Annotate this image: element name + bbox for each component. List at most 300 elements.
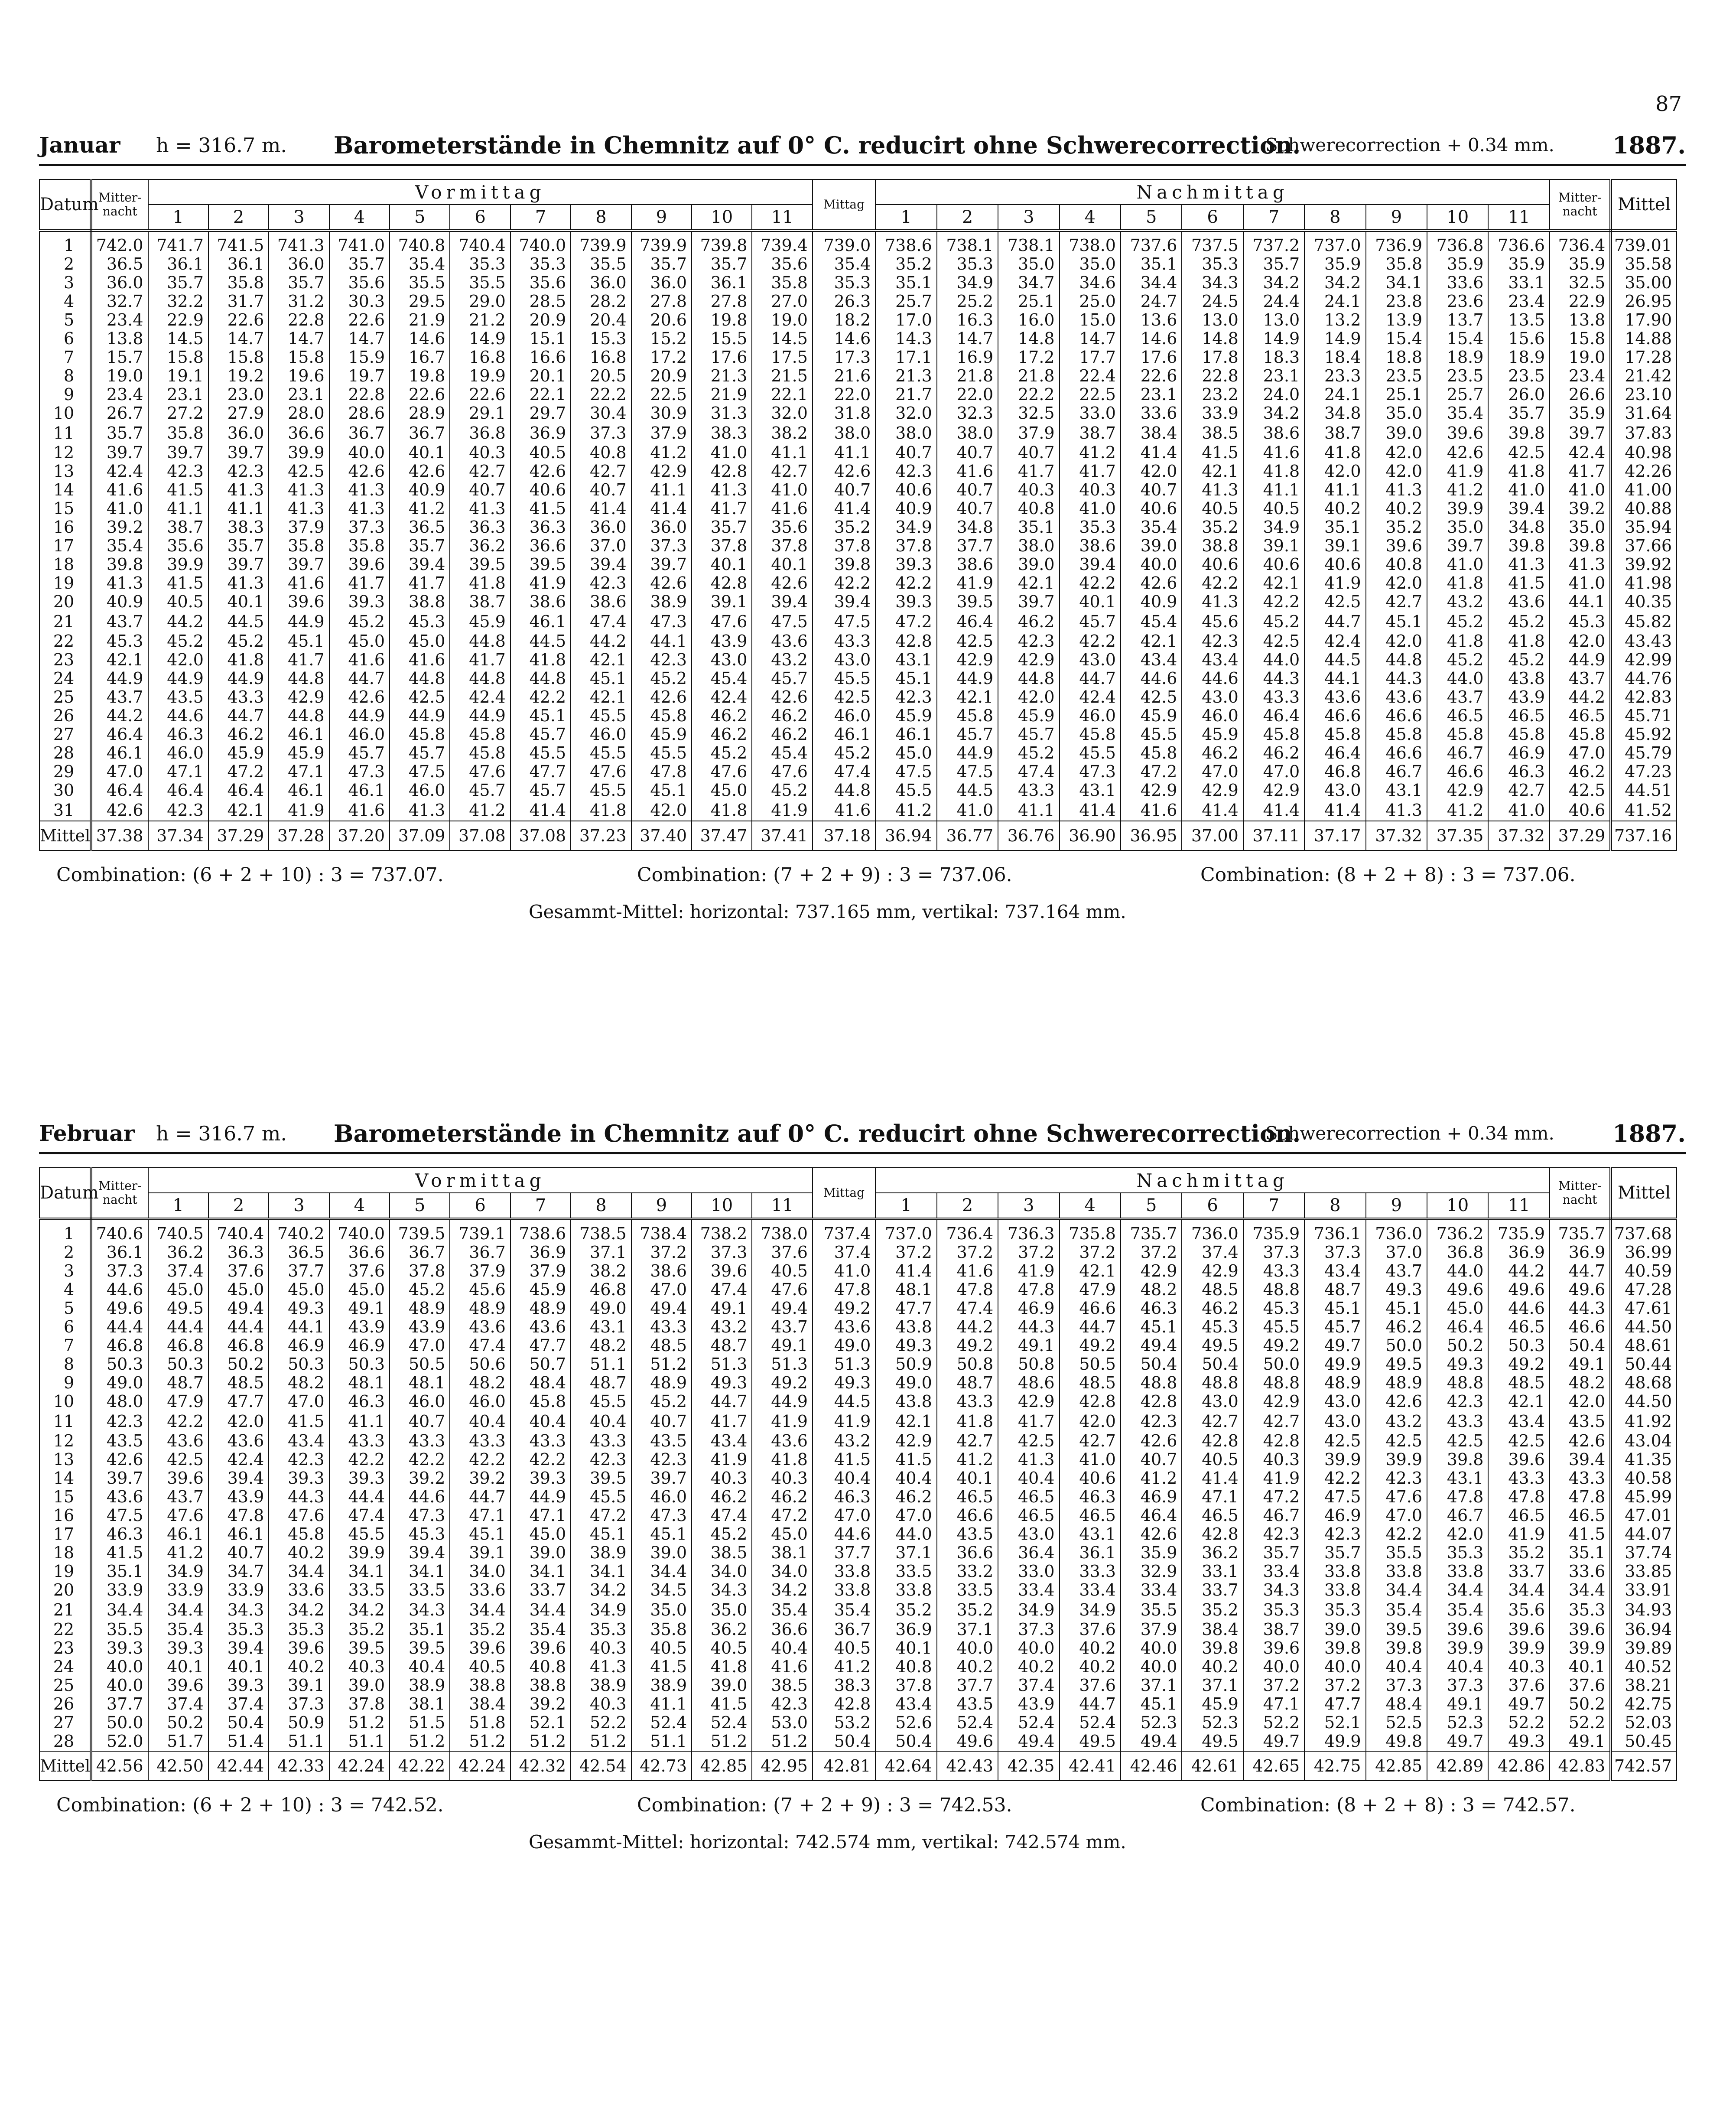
value-cell: 37.6 — [1060, 1676, 1121, 1695]
hour-header: 11 — [1488, 205, 1550, 231]
value-cell: 49.3 — [269, 1299, 329, 1318]
month-title: Januar — [39, 132, 120, 158]
value-cell: 47.6 — [269, 1506, 329, 1525]
value-cell: 35.3 — [937, 255, 998, 274]
value-cell: 42.0 — [1366, 462, 1427, 481]
hour-header: 6 — [1182, 1193, 1243, 1219]
value-cell: 38.8 — [510, 1676, 571, 1695]
value-cell: 36.3 — [450, 518, 510, 537]
value-cell: 34.1 — [510, 1562, 571, 1581]
mean-cell: 37.38 — [91, 821, 148, 850]
value-cell: 35.1 — [1550, 1544, 1611, 1562]
value-cell: 19.8 — [692, 311, 752, 329]
value-cell: 34.9 — [998, 1599, 1059, 1620]
value-cell: 46.1 — [269, 725, 329, 744]
value-cell: 22.0 — [937, 385, 998, 404]
value-cell: 22.2 — [998, 385, 1059, 404]
value-cell: 17.2 — [631, 348, 692, 367]
value-cell: 44.5 — [208, 611, 269, 632]
value-cell: 49.2 — [1060, 1336, 1121, 1355]
daily-mean-cell: 47.01 — [1611, 1506, 1677, 1525]
daily-mean-cell: 39.92 — [1611, 555, 1677, 574]
value-cell: 16.9 — [937, 348, 998, 367]
value-cell: 40.5 — [692, 1639, 752, 1658]
value-cell: 41.1 — [631, 1695, 692, 1713]
value-cell: 41.9 — [1427, 462, 1488, 481]
value-cell: 41.8 — [752, 1450, 813, 1469]
value-cell: 41.5 — [813, 1450, 875, 1469]
value-cell: 45.5 — [813, 669, 875, 688]
value-cell: 37.1 — [571, 1243, 631, 1262]
value-cell: 39.6 — [269, 593, 329, 611]
value-cell: 18.4 — [1304, 348, 1365, 367]
value-cell: 45.7 — [1060, 611, 1121, 632]
value-cell: 736.4 — [937, 1219, 998, 1243]
value-cell: 39.6 — [1427, 1620, 1488, 1639]
date-cell: 3 — [39, 274, 91, 292]
value-cell: 44.8 — [998, 669, 1059, 688]
hour-header: 5 — [390, 205, 450, 231]
value-cell: 34.0 — [692, 1562, 752, 1581]
value-cell: 44.8 — [269, 707, 329, 725]
value-cell: 39.4 — [208, 1639, 269, 1658]
value-cell: 43.3 — [998, 781, 1059, 800]
nachmittag-header: Nachmittag — [875, 1168, 1550, 1193]
value-cell: 52.3 — [1427, 1713, 1488, 1732]
value-cell: 42.6 — [1121, 574, 1182, 593]
value-cell: 37.6 — [208, 1262, 269, 1280]
value-cell: 39.3 — [269, 1469, 329, 1488]
value-cell: 42.0 — [208, 1411, 269, 1432]
value-cell: 45.7 — [998, 725, 1059, 744]
value-cell: 43.4 — [875, 1695, 936, 1713]
table-row — [39, 1262, 1677, 1280]
value-cell: 39.7 — [148, 443, 208, 462]
hour-header: 4 — [329, 1193, 390, 1219]
value-cell: 36.9 — [510, 423, 571, 443]
value-cell: 48.9 — [390, 1299, 450, 1318]
value-cell: 14.8 — [998, 329, 1059, 348]
daily-mean-cell: 737.68 — [1611, 1219, 1677, 1243]
value-cell: 48.9 — [1304, 1374, 1365, 1392]
value-cell: 42.0 — [1366, 443, 1427, 462]
value-cell: 42.9 — [1121, 781, 1182, 800]
value-cell: 739.1 — [450, 1219, 510, 1243]
value-cell: 38.1 — [390, 1695, 450, 1713]
value-cell: 22.6 — [1121, 367, 1182, 385]
value-cell: 39.7 — [208, 555, 269, 574]
value-cell: 740.5 — [148, 1219, 208, 1243]
value-cell: 27.0 — [752, 292, 813, 311]
value-cell: 48.1 — [875, 1280, 936, 1299]
value-cell: 52.4 — [1060, 1713, 1121, 1732]
value-cell: 41.0 — [1550, 574, 1611, 593]
value-cell: 34.9 — [1060, 1599, 1121, 1620]
value-cell: 21.3 — [692, 367, 752, 385]
value-cell: 48.4 — [1366, 1695, 1427, 1713]
value-cell: 41.5 — [1550, 1525, 1611, 1544]
value-cell: 33.4 — [998, 1581, 1059, 1599]
value-cell: 39.2 — [91, 518, 148, 537]
value-cell: 22.0 — [813, 385, 875, 404]
value-cell: 37.6 — [1550, 1676, 1611, 1695]
value-cell: 47.2 — [1243, 1488, 1304, 1506]
value-cell: 39.6 — [450, 1639, 510, 1658]
date-cell: 7 — [39, 1336, 91, 1355]
value-cell: 40.0 — [91, 1676, 148, 1695]
value-cell: 46.9 — [1488, 744, 1550, 762]
value-cell: 44.2 — [937, 1318, 998, 1336]
value-cell: 39.1 — [269, 1676, 329, 1695]
value-cell: 46.5 — [937, 1488, 998, 1506]
value-cell: 47.1 — [269, 762, 329, 781]
value-cell: 45.8 — [1243, 725, 1304, 744]
value-cell: 38.9 — [571, 1676, 631, 1695]
value-cell: 44.0 — [1427, 669, 1488, 688]
value-cell: 48.5 — [208, 1374, 269, 1392]
value-cell: 39.5 — [510, 555, 571, 574]
value-cell: 39.6 — [269, 1639, 329, 1658]
value-cell: 36.6 — [752, 1620, 813, 1639]
value-cell: 48.8 — [1243, 1374, 1304, 1392]
value-cell: 42.9 — [937, 651, 998, 669]
value-cell: 38.5 — [1182, 423, 1243, 443]
value-cell: 45.2 — [813, 744, 875, 762]
value-cell: 41.6 — [91, 481, 148, 499]
date-cell: 20 — [39, 593, 91, 611]
value-cell: 738.6 — [510, 1219, 571, 1243]
hour-header: 9 — [631, 205, 692, 231]
value-cell: 43.0 — [998, 1525, 1059, 1544]
value-cell: 36.0 — [631, 274, 692, 292]
value-cell: 34.4 — [148, 1599, 208, 1620]
hour-header: 7 — [510, 1193, 571, 1219]
value-cell: 37.9 — [998, 423, 1059, 443]
value-cell: 44.9 — [269, 611, 329, 632]
value-cell: 48.4 — [510, 1374, 571, 1392]
table-row — [39, 348, 1677, 367]
value-cell: 47.7 — [1304, 1695, 1365, 1713]
value-cell: 52.3 — [1121, 1713, 1182, 1732]
value-cell: 44.8 — [450, 632, 510, 651]
value-cell: 39.5 — [1366, 1620, 1427, 1639]
value-cell: 46.6 — [1304, 707, 1365, 725]
value-cell: 22.6 — [208, 311, 269, 329]
table-row — [39, 632, 1677, 651]
value-cell: 38.4 — [450, 1695, 510, 1713]
value-cell: 36.8 — [1427, 1243, 1488, 1262]
value-cell: 37.7 — [937, 1676, 998, 1695]
value-cell: 35.6 — [329, 274, 390, 292]
value-cell: 37.8 — [875, 537, 936, 555]
value-cell: 23.1 — [1121, 385, 1182, 404]
value-cell: 16.8 — [571, 348, 631, 367]
value-cell: 42.4 — [1304, 632, 1365, 651]
value-cell: 40.3 — [1243, 1450, 1304, 1469]
daily-mean-cell: 48.61 — [1611, 1336, 1677, 1355]
value-cell: 40.4 — [1366, 1658, 1427, 1676]
value-cell: 47.8 — [208, 1506, 269, 1525]
mean-cell: 737.16 — [1611, 821, 1677, 850]
value-cell: 44.6 — [1121, 669, 1182, 688]
value-cell: 35.7 — [1243, 1544, 1304, 1562]
value-cell: 39.0 — [692, 1676, 752, 1695]
value-cell: 39.4 — [208, 1469, 269, 1488]
value-cell: 44.9 — [510, 1488, 571, 1506]
value-cell: 39.4 — [390, 1544, 450, 1562]
value-cell: 47.0 — [875, 1506, 936, 1525]
value-cell: 39.5 — [329, 1639, 390, 1658]
value-cell: 738.5 — [571, 1219, 631, 1243]
value-cell: 40.2 — [1060, 1639, 1121, 1658]
value-cell: 36.0 — [269, 255, 329, 274]
table-row — [39, 292, 1677, 311]
value-cell: 42.2 — [1060, 574, 1121, 593]
value-cell: 41.2 — [390, 499, 450, 518]
value-cell: 46.8 — [91, 1336, 148, 1355]
value-cell: 35.7 — [148, 274, 208, 292]
value-cell: 35.8 — [148, 423, 208, 443]
mittel-header: Mittel — [1611, 1168, 1677, 1219]
value-cell: 41.8 — [450, 574, 510, 593]
value-cell: 38.7 — [148, 518, 208, 537]
value-cell: 40.1 — [148, 1658, 208, 1676]
value-cell: 21.8 — [998, 367, 1059, 385]
daily-mean-cell: 41.92 — [1611, 1411, 1677, 1432]
value-cell: 40.7 — [937, 443, 998, 462]
value-cell: 37.3 — [631, 537, 692, 555]
value-cell: 52.2 — [1550, 1713, 1611, 1732]
value-cell: 13.7 — [1427, 311, 1488, 329]
value-cell: 45.2 — [692, 1525, 752, 1544]
value-cell: 37.1 — [875, 1544, 936, 1562]
value-cell: 24.0 — [1243, 385, 1304, 404]
value-cell: 43.5 — [937, 1695, 998, 1713]
value-cell: 41.7 — [329, 574, 390, 593]
daily-mean-cell: 34.93 — [1611, 1599, 1677, 1620]
value-cell: 52.2 — [1243, 1713, 1304, 1732]
value-cell: 41.4 — [1182, 800, 1243, 821]
value-cell: 15.8 — [269, 348, 329, 367]
value-cell: 23.4 — [1488, 292, 1550, 311]
value-cell: 20.4 — [571, 311, 631, 329]
value-cell: 35.4 — [1121, 518, 1182, 537]
value-cell: 50.8 — [998, 1355, 1059, 1374]
table-row — [39, 367, 1677, 385]
value-cell: 35.7 — [1488, 404, 1550, 423]
value-cell: 41.0 — [91, 499, 148, 518]
value-cell: 18.9 — [1427, 348, 1488, 367]
value-cell: 43.0 — [1182, 688, 1243, 707]
value-cell: 50.2 — [1427, 1336, 1488, 1355]
date-cell: 26 — [39, 707, 91, 725]
value-cell: 33.6 — [1427, 274, 1488, 292]
value-cell: 47.4 — [450, 1336, 510, 1355]
value-cell: 49.5 — [1366, 1355, 1427, 1374]
value-cell: 39.7 — [1550, 423, 1611, 443]
value-cell: 40.1 — [1550, 1658, 1611, 1676]
value-cell: 35.9 — [1121, 1544, 1182, 1562]
value-cell: 41.3 — [1366, 800, 1427, 821]
value-cell: 42.9 — [1121, 1262, 1182, 1280]
value-cell: 49.0 — [571, 1299, 631, 1318]
value-cell: 32.0 — [752, 404, 813, 423]
value-cell: 40.5 — [752, 1262, 813, 1280]
value-cell: 42.9 — [631, 462, 692, 481]
value-cell: 47.3 — [631, 611, 692, 632]
value-cell: 52.4 — [692, 1713, 752, 1732]
value-cell: 35.1 — [1304, 518, 1365, 537]
value-cell: 33.5 — [875, 1562, 936, 1581]
value-cell: 42.0 — [1121, 462, 1182, 481]
value-cell: 48.7 — [148, 1374, 208, 1392]
value-cell: 47.5 — [390, 762, 450, 781]
mean-cell: 42.41 — [1060, 1751, 1121, 1781]
table-row — [39, 800, 1677, 821]
value-cell: 13.2 — [1304, 311, 1365, 329]
value-cell: 39.3 — [510, 1469, 571, 1488]
value-cell: 38.8 — [1182, 537, 1243, 555]
value-cell: 40.6 — [875, 481, 936, 499]
value-cell: 43.3 — [450, 1432, 510, 1450]
value-cell: 739.5 — [390, 1219, 450, 1243]
mean-cell: 42.50 — [148, 1751, 208, 1781]
nachmittag-header: Nachmittag — [875, 179, 1550, 205]
value-cell: 50.3 — [91, 1355, 148, 1374]
date-cell: 7 — [39, 348, 91, 367]
mitternacht-header: Mitter-nacht — [91, 179, 148, 231]
value-cell: 39.6 — [692, 1262, 752, 1280]
value-cell: 45.9 — [269, 744, 329, 762]
value-cell: 18.2 — [813, 311, 875, 329]
value-cell: 50.7 — [510, 1355, 571, 1374]
combination-3: Combination: (8 + 2 + 8) : 3 = 742.57. — [1200, 1794, 1576, 1816]
mean-cell: 42.85 — [1366, 1751, 1427, 1781]
value-cell: 27.9 — [208, 404, 269, 423]
value-cell: 39.9 — [269, 443, 329, 462]
value-cell: 39.5 — [390, 1639, 450, 1658]
value-cell: 41.8 — [1304, 443, 1365, 462]
value-cell: 43.3 — [813, 632, 875, 651]
daily-mean-cell: 739.01 — [1611, 231, 1677, 255]
daily-mean-cell: 23.10 — [1611, 385, 1677, 404]
value-cell: 49.1 — [329, 1299, 390, 1318]
value-cell: 40.6 — [1304, 555, 1365, 574]
daily-mean-cell: 45.92 — [1611, 725, 1677, 744]
value-cell: 38.1 — [752, 1544, 813, 1562]
value-cell: 48.9 — [510, 1299, 571, 1318]
value-cell: 41.4 — [1182, 1469, 1243, 1488]
value-cell: 47.6 — [148, 1506, 208, 1525]
value-cell: 39.9 — [1304, 1450, 1365, 1469]
value-cell: 44.5 — [1304, 651, 1365, 669]
value-cell: 44.0 — [1427, 1262, 1488, 1280]
value-cell: 42.1 — [1121, 632, 1182, 651]
value-cell: 35.5 — [571, 255, 631, 274]
value-cell: 42.0 — [1060, 1411, 1121, 1432]
value-cell: 21.3 — [875, 367, 936, 385]
value-cell: 45.2 — [390, 1280, 450, 1299]
mean-cell: 37.23 — [571, 821, 631, 850]
value-cell: 43.6 — [813, 1318, 875, 1336]
value-cell: 39.9 — [1366, 1450, 1427, 1469]
value-cell: 741.7 — [148, 231, 208, 255]
value-cell: 46.1 — [875, 725, 936, 744]
value-cell: 43.6 — [510, 1318, 571, 1336]
mean-cell: 42.61 — [1182, 1751, 1243, 1781]
value-cell: 46.3 — [1488, 762, 1550, 781]
mean-cell: 37.29 — [208, 821, 269, 850]
value-cell: 42.6 — [752, 574, 813, 593]
value-cell: 45.4 — [752, 744, 813, 762]
value-cell: 43.7 — [1550, 669, 1611, 688]
table-row — [39, 1355, 1677, 1374]
value-cell: 39.3 — [329, 1469, 390, 1488]
value-cell: 44.9 — [752, 1392, 813, 1411]
value-cell: 44.5 — [937, 781, 998, 800]
date-cell: 28 — [39, 744, 91, 762]
mean-cell: 36.76 — [998, 821, 1059, 850]
daily-mean-cell: 44.76 — [1611, 669, 1677, 688]
value-cell: 44.8 — [510, 669, 571, 688]
value-cell: 25.1 — [1366, 385, 1427, 404]
value-cell: 34.3 — [390, 1599, 450, 1620]
value-cell: 34.3 — [1243, 1581, 1304, 1599]
value-cell: 13.8 — [91, 329, 148, 348]
value-cell: 40.0 — [1121, 555, 1182, 574]
value-cell: 41.7 — [1550, 462, 1611, 481]
value-cell: 44.5 — [510, 632, 571, 651]
value-cell: 42.2 — [510, 688, 571, 707]
hour-header: 1 — [875, 1193, 936, 1219]
value-cell: 46.5 — [1550, 1506, 1611, 1525]
value-cell: 40.5 — [631, 1639, 692, 1658]
value-cell: 45.8 — [1121, 744, 1182, 762]
value-cell: 34.1 — [329, 1562, 390, 1581]
value-cell: 50.0 — [91, 1713, 148, 1732]
value-cell: 42.6 — [329, 688, 390, 707]
month-title: Februar — [39, 1120, 135, 1146]
value-cell: 40.3 — [571, 1639, 631, 1658]
mean-cell: 37.28 — [269, 821, 329, 850]
value-cell: 42.6 — [1427, 443, 1488, 462]
value-cell: 740.4 — [208, 1219, 269, 1243]
value-cell: 32.5 — [1550, 274, 1611, 292]
daily-mean-cell: 40.59 — [1611, 1262, 1677, 1280]
value-cell: 22.9 — [148, 311, 208, 329]
value-cell: 43.3 — [329, 1432, 390, 1450]
value-cell: 41.0 — [813, 1262, 875, 1280]
date-cell: 12 — [39, 1432, 91, 1450]
value-cell: 41.5 — [1182, 443, 1243, 462]
mittel-label: Mittel — [39, 821, 91, 850]
value-cell: 41.8 — [1488, 462, 1550, 481]
daily-mean-cell: 35.00 — [1611, 274, 1677, 292]
value-cell: 33.2 — [937, 1562, 998, 1581]
value-cell: 41.8 — [510, 651, 571, 669]
value-cell: 38.9 — [571, 1544, 631, 1562]
value-cell: 41.0 — [692, 443, 752, 462]
value-cell: 34.2 — [1243, 404, 1304, 423]
value-cell: 35.6 — [752, 518, 813, 537]
value-cell: 44.9 — [208, 669, 269, 688]
value-cell: 41.7 — [390, 574, 450, 593]
value-cell: 40.2 — [1304, 499, 1365, 518]
value-cell: 45.7 — [510, 781, 571, 800]
value-cell: 15.9 — [329, 348, 390, 367]
value-cell: 27.2 — [148, 404, 208, 423]
value-cell: 23.1 — [1243, 367, 1304, 385]
